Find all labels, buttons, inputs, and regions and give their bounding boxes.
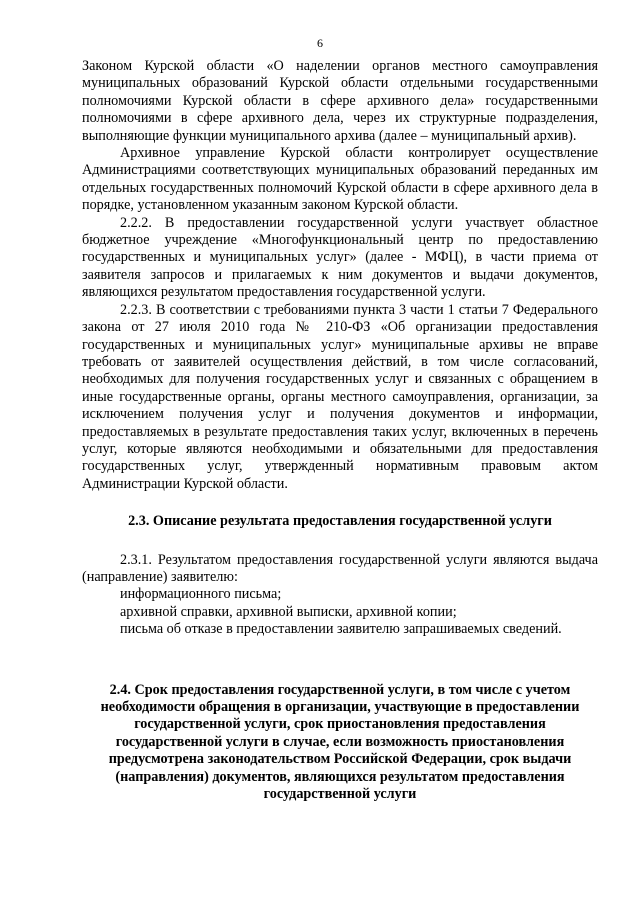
paragraph-2-3-1: 2.3.1. Результатом предоставления государственной услуги являются выдача (направление) заявителю: — [82, 551, 598, 585]
section-heading-2-4 — [82, 682, 598, 804]
heading-line: государственной услуги в случае, если возможность приостановления — [115, 733, 565, 750]
section-heading-2-3: 2.3. Описание результата предоставления государственной услуги — [128, 513, 552, 530]
heading-line: государственной услуги, срок приостановления предоставления — [134, 716, 546, 733]
page-number: 6 — [317, 36, 323, 50]
heading-line: предусмотрена законодательством Российской Федерации, срок выдачи — [108, 751, 572, 768]
result-item-archive-docs: архивной справки, архивной выписки, архивной копии; — [120, 603, 457, 620]
paragraph-2-2-2: 2.2.2. В предоставлении государственной услуги участвует областное бюджетное учреждение «Многофункциональный центр по предоставлению государственных и муниципальных услуг» (далее - МФЦ), в части приема от заявителя запросов и прилагаемых к ним документов и выдачи документов, являющихся результатом предоставления государственной услуги. — [82, 214, 598, 301]
paragraph-archive-control: Архивное управление Курской области контролирует осуществление Администрациями соответствующих муниципальных образований переданных им отдельных государственных полномочий Курской области в сфере архивного дела в порядке, установленном указанным законом Курской области. — [82, 145, 598, 214]
heading-line: необходимости обращения в организации, участвующие в предоставлении — [100, 699, 580, 715]
result-item-refusal-letter: письма об отказе в предоставлении заявителю запрашиваемых сведений. — [120, 621, 562, 638]
heading-line: государственной услуги — [263, 786, 417, 803]
paragraph-2-2-3: 2.2.3. В соответствии с требованиями пункта 3 части 1 статьи 7 Федерального закона от 27 июля 2010 года № 210-ФЗ «Об организации предоставления государственных и муниципальных услуг» муниципальные архивы не вправе требовать от заявителей осуществления действий, в том числе согласований, необходимых для получения государственных услуг и связанных с обращением в иные государственные органы, органы местного самоуправления, организации, за исключением получения услуг и получения документов и информации, предоставляемых в результате предоставления таких услуг, включенных в перечень услуг, которые являются необходимыми и обязательными для предоставления государственных услуг, утвержденный нормативным правовым актом Администрации Курской области. — [82, 301, 598, 492]
document-body — [82, 58, 598, 803]
heading-line: (направления) документов, являющихся результатом предоставления — [115, 768, 565, 785]
heading-line: 2.4. Срок предоставления государственной услуги, в том числе с учетом — [109, 681, 571, 698]
result-item-info-letter: информационного письма; — [120, 586, 282, 603]
paragraph-law-reference: Законом Курской области «О наделении органов местного самоуправления муниципальных образований Курской области отдельными государственными полномочиями Курской области в сфере архивного дела» государственными полномочиями в сфере архивного дела, через их структурные подразделения, выполняющие функции муниципального архива (далее – муниципальный архив). — [82, 58, 598, 144]
